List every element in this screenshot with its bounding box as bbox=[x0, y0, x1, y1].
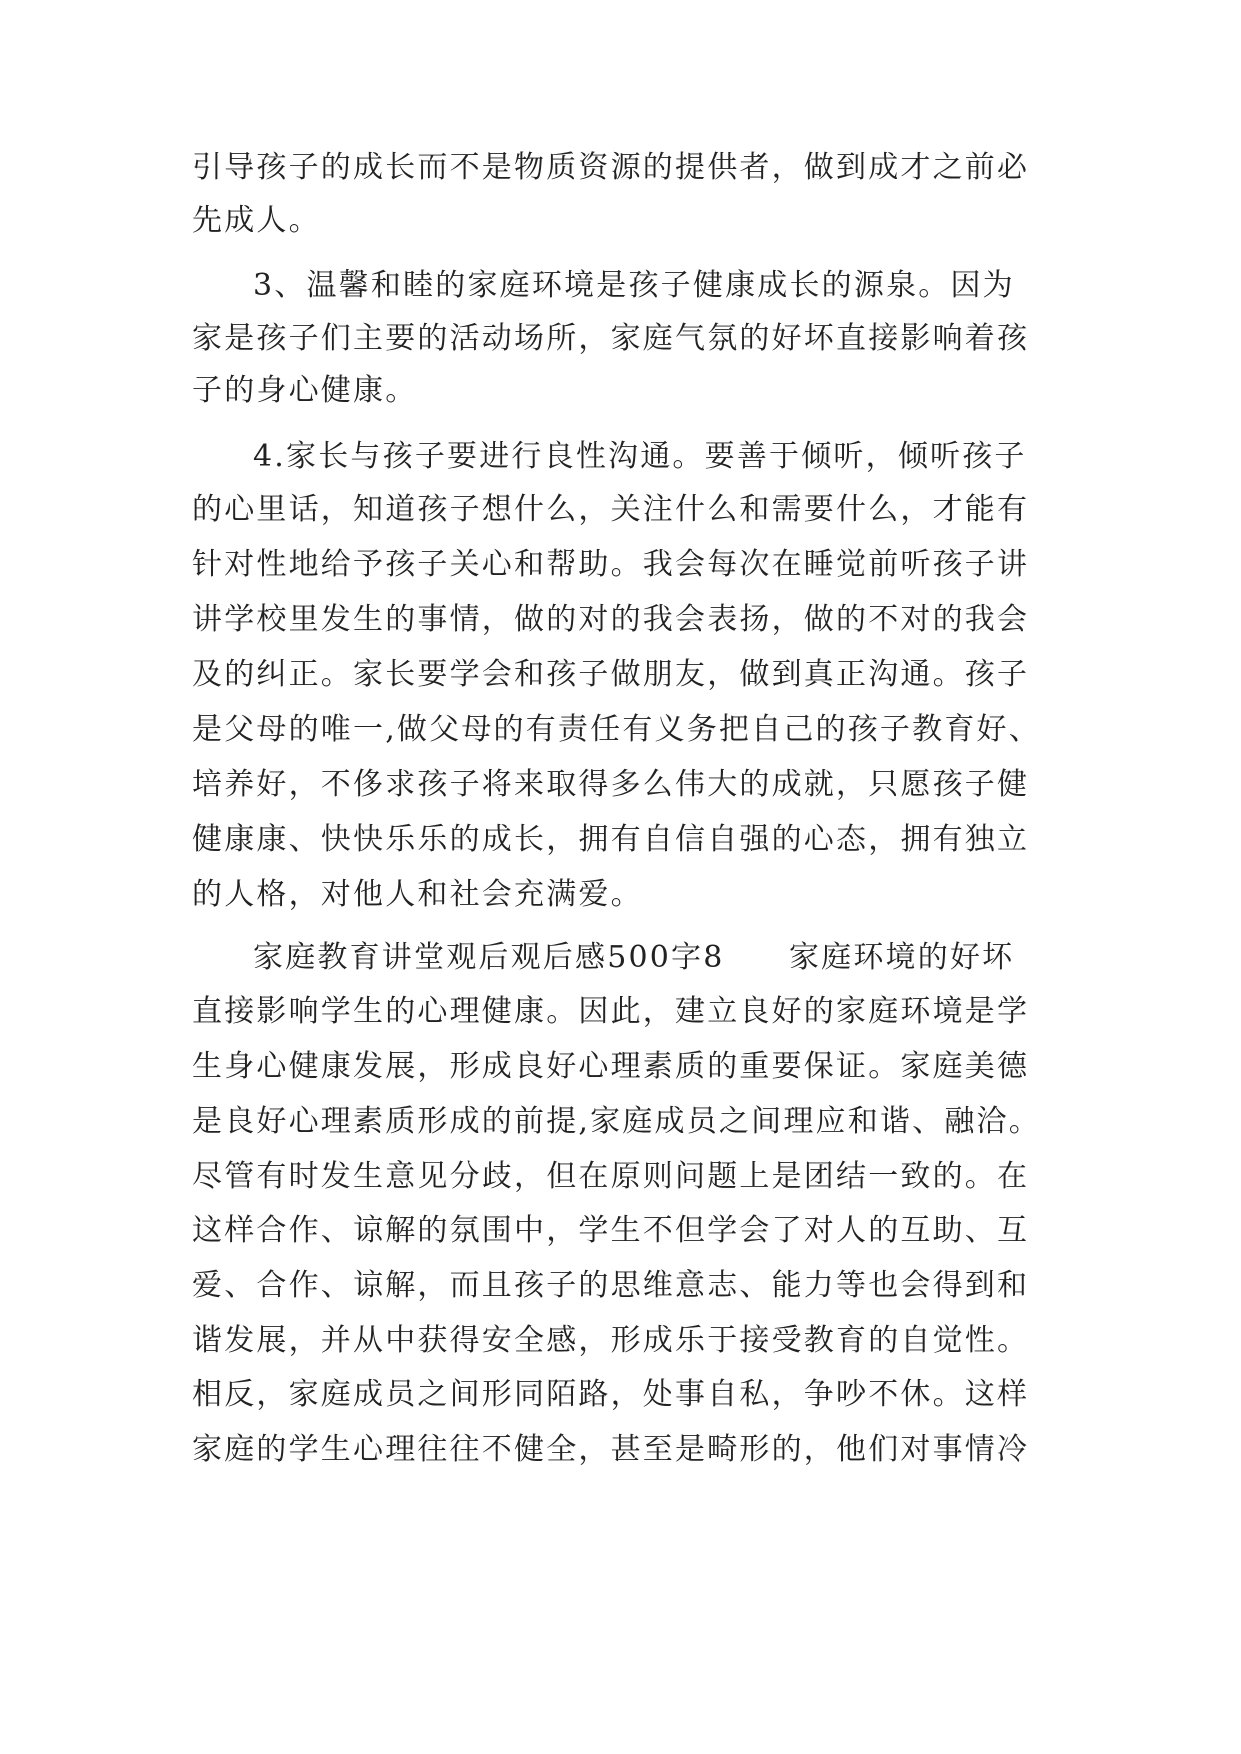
text-line: 家庭教育讲堂观后观后感500字8 家庭环境的好坏 bbox=[253, 940, 1015, 975]
text-line: 这样合作、谅解的氛围中，学生不但学会了对人的互助、互 bbox=[192, 1213, 1030, 1248]
text-line: 4.家长与孩子要进行良性沟通。要善于倾听，倾听孩子 bbox=[253, 439, 1027, 474]
text-line: 的心里话，知道孩子想什么，关注什么和需要什么，才能有 bbox=[192, 492, 1030, 527]
text-line: 谐发展，并从中获得安全感，形成乐于接受教育的自觉性。 bbox=[192, 1323, 1030, 1358]
text-line: 家庭的学生心理往往不健全，甚至是畸形的，他们对事情冷 bbox=[192, 1432, 1030, 1467]
text-line: 3、温馨和睦的家庭环境是孩子健康成长的源泉。因为 bbox=[253, 268, 1015, 303]
text-line: 引导孩子的成长而不是物质资源的提供者，做到成才之前必 bbox=[192, 150, 1030, 185]
text-line: 先成人。 bbox=[192, 203, 321, 238]
text-line: 针对性地给予孩子关心和帮助。我会每次在睡觉前听孩子讲 bbox=[192, 547, 1030, 582]
text-line: 讲学校里发生的事情，做的对的我会表扬，做的不对的我会 bbox=[192, 602, 1030, 637]
text-line: 家是孩子们主要的活动场所，家庭气氛的好坏直接影响着孩 bbox=[192, 321, 1030, 356]
text-line: 及的纠正。家长要学会和孩子做朋友，做到真正沟通。孩子 bbox=[192, 657, 1030, 692]
text-line: 爱、合作、谅解，而且孩子的思维意志、能力等也会得到和 bbox=[192, 1268, 1030, 1303]
text-line: 培养好，不侈求孩子将来取得多么伟大的成就，只愿孩子健 bbox=[192, 767, 1030, 802]
text-line: 是良好心理素质形成的前提,家庭成员之间理应和谐、融洽。 bbox=[192, 1104, 1041, 1139]
text-line: 尽管有时发生意见分歧，但在原则问题上是团结一致的。在 bbox=[192, 1159, 1030, 1194]
text-line: 的人格，对他人和社会充满爱。 bbox=[192, 877, 643, 912]
text-line: 生身心健康发展，形成良好心理素质的重要保证。家庭美德 bbox=[192, 1049, 1030, 1084]
text-line: 相反，家庭成员之间形同陌路，处事自私，争吵不休。这样 bbox=[192, 1377, 1030, 1412]
text-line: 健康康、快快乐乐的成长，拥有自信自强的心态，拥有独立 bbox=[192, 822, 1030, 857]
text-line: 子的身心健康。 bbox=[192, 373, 418, 408]
text-line: 是父母的唯一,做父母的有责任有义务把自己的孩子教育好、 bbox=[192, 712, 1041, 747]
text-line: 直接影响学生的心理健康。因此，建立良好的家庭环境是学 bbox=[192, 994, 1030, 1029]
